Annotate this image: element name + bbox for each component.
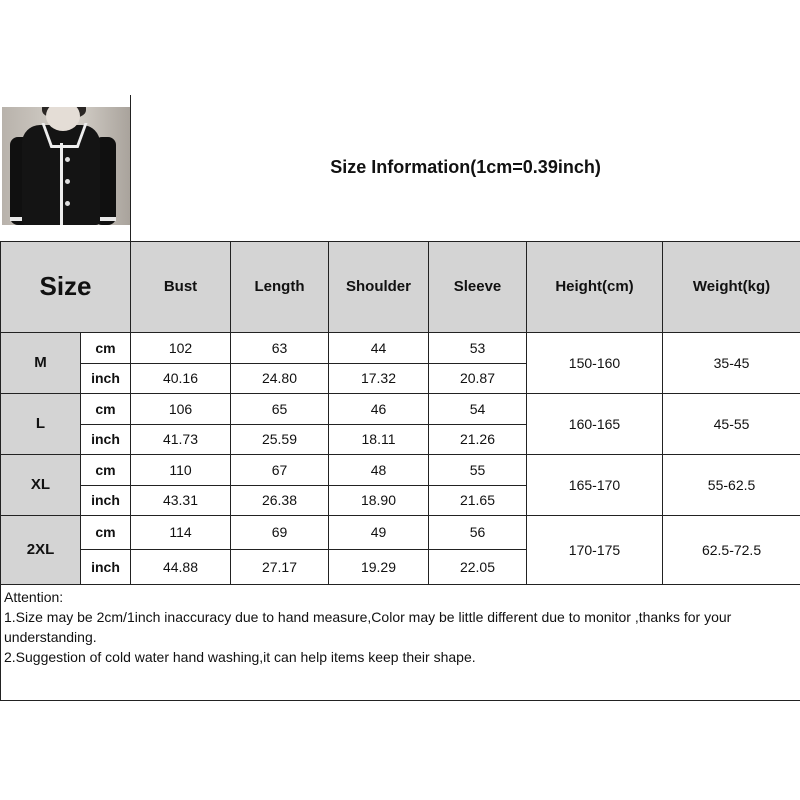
- sleeve-inch: 20.87: [429, 363, 527, 393]
- bust-inch: 43.31: [131, 485, 231, 515]
- height-range: 165-170: [527, 454, 663, 515]
- bust-cm: 106: [131, 393, 231, 424]
- sleeve-cm: 55: [429, 454, 527, 485]
- sleeve-cm: 53: [429, 332, 527, 363]
- length-cm: 69: [231, 515, 329, 549]
- bust-cm: 102: [131, 332, 231, 363]
- header-weight: Weight(kg): [663, 241, 800, 332]
- weight-range: 62.5-72.5: [663, 515, 800, 584]
- length-inch: 26.38: [231, 485, 329, 515]
- sleeve-cm: 56: [429, 515, 527, 549]
- shoulder-cm: 48: [329, 454, 429, 485]
- shoulder-inch: 17.32: [329, 363, 429, 393]
- chart-title: Size Information(1cm=0.39inch): [131, 95, 800, 241]
- header-sleeve: Sleeve: [429, 241, 527, 332]
- header-shoulder: Shoulder: [329, 241, 429, 332]
- notes-row: [1, 584, 800, 700]
- shoulder-cm: 44: [329, 332, 429, 363]
- sleeve-cm: 54: [429, 393, 527, 424]
- unit-label: inch: [81, 424, 131, 454]
- shoulder-inch: 18.11: [329, 424, 429, 454]
- bust-inch: 41.73: [131, 424, 231, 454]
- shoulder-inch: 19.29: [329, 549, 429, 584]
- length-inch: 25.59: [231, 424, 329, 454]
- shoulder-cm: 46: [329, 393, 429, 424]
- sleeve-inch: 21.26: [429, 424, 527, 454]
- unit-label: inch: [81, 485, 131, 515]
- unit-label: cm: [81, 515, 131, 549]
- notes-line-2: 2.Suggestion of cold water hand washing,it can help items keep their shape.: [4, 648, 476, 665]
- header-bust: Bust: [131, 241, 231, 332]
- weight-range: 45-55: [663, 393, 800, 454]
- table-row: [1, 332, 800, 363]
- height-range: 160-165: [527, 393, 663, 454]
- unit-label: cm: [81, 454, 131, 485]
- product-photo-cell: [1, 95, 131, 241]
- table-row: [1, 515, 800, 549]
- shoulder-cm: 49: [329, 515, 429, 549]
- shoulder-inch: 18.90: [329, 485, 429, 515]
- size-table: [0, 95, 800, 701]
- sleeve-inch: 21.65: [429, 485, 527, 515]
- table-row: [1, 454, 800, 485]
- length-cm: 65: [231, 393, 329, 424]
- height-range: 150-160: [527, 332, 663, 393]
- header-row: [1, 241, 800, 332]
- unit-label: cm: [81, 332, 131, 363]
- height-range: 170-175: [527, 515, 663, 584]
- sleeve-inch: 22.05: [429, 549, 527, 584]
- size-chart: [0, 95, 800, 701]
- header-size: Size: [1, 241, 131, 332]
- size-label: 2XL: [1, 515, 81, 584]
- bust-inch: 44.88: [131, 549, 231, 584]
- weight-range: 35-45: [663, 332, 800, 393]
- length-cm: 63: [231, 332, 329, 363]
- header-height: Height(cm): [527, 241, 663, 332]
- bust-cm: 114: [131, 515, 231, 549]
- length-inch: 24.80: [231, 363, 329, 393]
- size-label: M: [1, 332, 81, 393]
- bust-cm: 110: [131, 454, 231, 485]
- header-length: Length: [231, 241, 329, 332]
- weight-range: 55-62.5: [663, 454, 800, 515]
- notes-line-1: 1.Size may be 2cm/1inch inaccuracy due to hand measure,Color may be little different due to monitor ,thanks for your understanding.: [4, 608, 732, 645]
- bust-inch: 40.16: [131, 363, 231, 393]
- unit-label: cm: [81, 393, 131, 424]
- unit-label: inch: [81, 363, 131, 393]
- size-label: L: [1, 393, 81, 454]
- attention-notes: [1, 584, 800, 700]
- table-row: [1, 393, 800, 424]
- unit-label: inch: [81, 549, 131, 584]
- length-cm: 67: [231, 454, 329, 485]
- size-label: XL: [1, 454, 81, 515]
- notes-heading: Attention:: [4, 588, 64, 605]
- product-photo: [2, 107, 130, 225]
- title-row: [1, 95, 800, 241]
- length-inch: 27.17: [231, 549, 329, 584]
